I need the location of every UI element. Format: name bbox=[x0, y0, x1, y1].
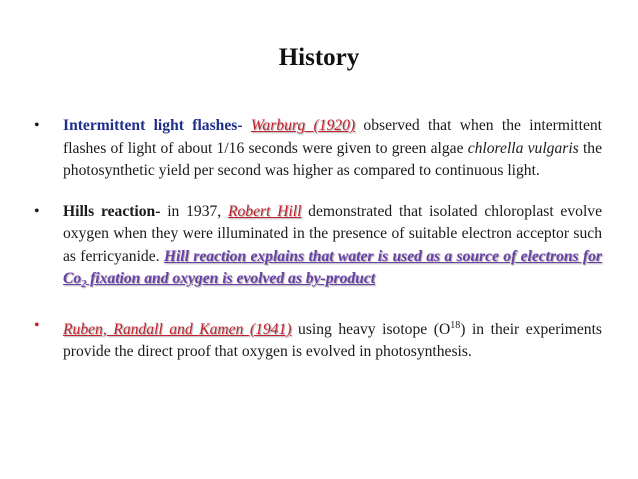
bullet-dot: • bbox=[34, 316, 40, 334]
bullet-dot: • bbox=[34, 202, 40, 220]
bullet-list bbox=[30, 115, 602, 382]
bullet-hill bbox=[30, 201, 602, 297]
highlight-text: fixation and oxygen is evolved as by-product bbox=[86, 270, 376, 287]
bullet-lead: Hills reaction- bbox=[63, 202, 161, 220]
bullet-ruben bbox=[30, 315, 602, 364]
subscript: 2 bbox=[81, 279, 87, 291]
bullet-text: demonstrated that isolated chloroplast evolve oxygen when they were illuminated in the presence of suitable electron acceptor such as ferricyanide. bbox=[63, 202, 602, 265]
authors-ruben: Ruben, Randall and Kamen (1941) bbox=[63, 320, 292, 338]
highlight-text: Hill reaction explains that water is used as a source of electrons for Co bbox=[63, 247, 602, 287]
bullet-text: ) in their experiments provide the direct proof that oxygen is evolved in photosynthesis. bbox=[63, 320, 602, 361]
bullet-warburg bbox=[30, 115, 602, 183]
superscript: 18 bbox=[450, 319, 461, 331]
bullet-text: using heavy isotope (O bbox=[291, 320, 451, 338]
slide-title: History bbox=[278, 44, 360, 71]
author-warburg: Warburg (1920) bbox=[250, 117, 356, 134]
bullet-text: observed that when the intermittent flashes of light of about 1/16 seconds were given to green algae bbox=[63, 117, 603, 157]
bullet-text: in 1937, bbox=[160, 202, 228, 220]
bullet-lead: Intermittent light flashes- bbox=[63, 117, 243, 134]
bullet-text: the photosynthetic yield per second was higher as compared to continuous light. bbox=[63, 139, 603, 179]
author-hill: Robert Hill bbox=[227, 202, 302, 220]
species-name: chlorella vulgaris bbox=[467, 139, 579, 157]
bullet-dot: • bbox=[34, 117, 40, 134]
